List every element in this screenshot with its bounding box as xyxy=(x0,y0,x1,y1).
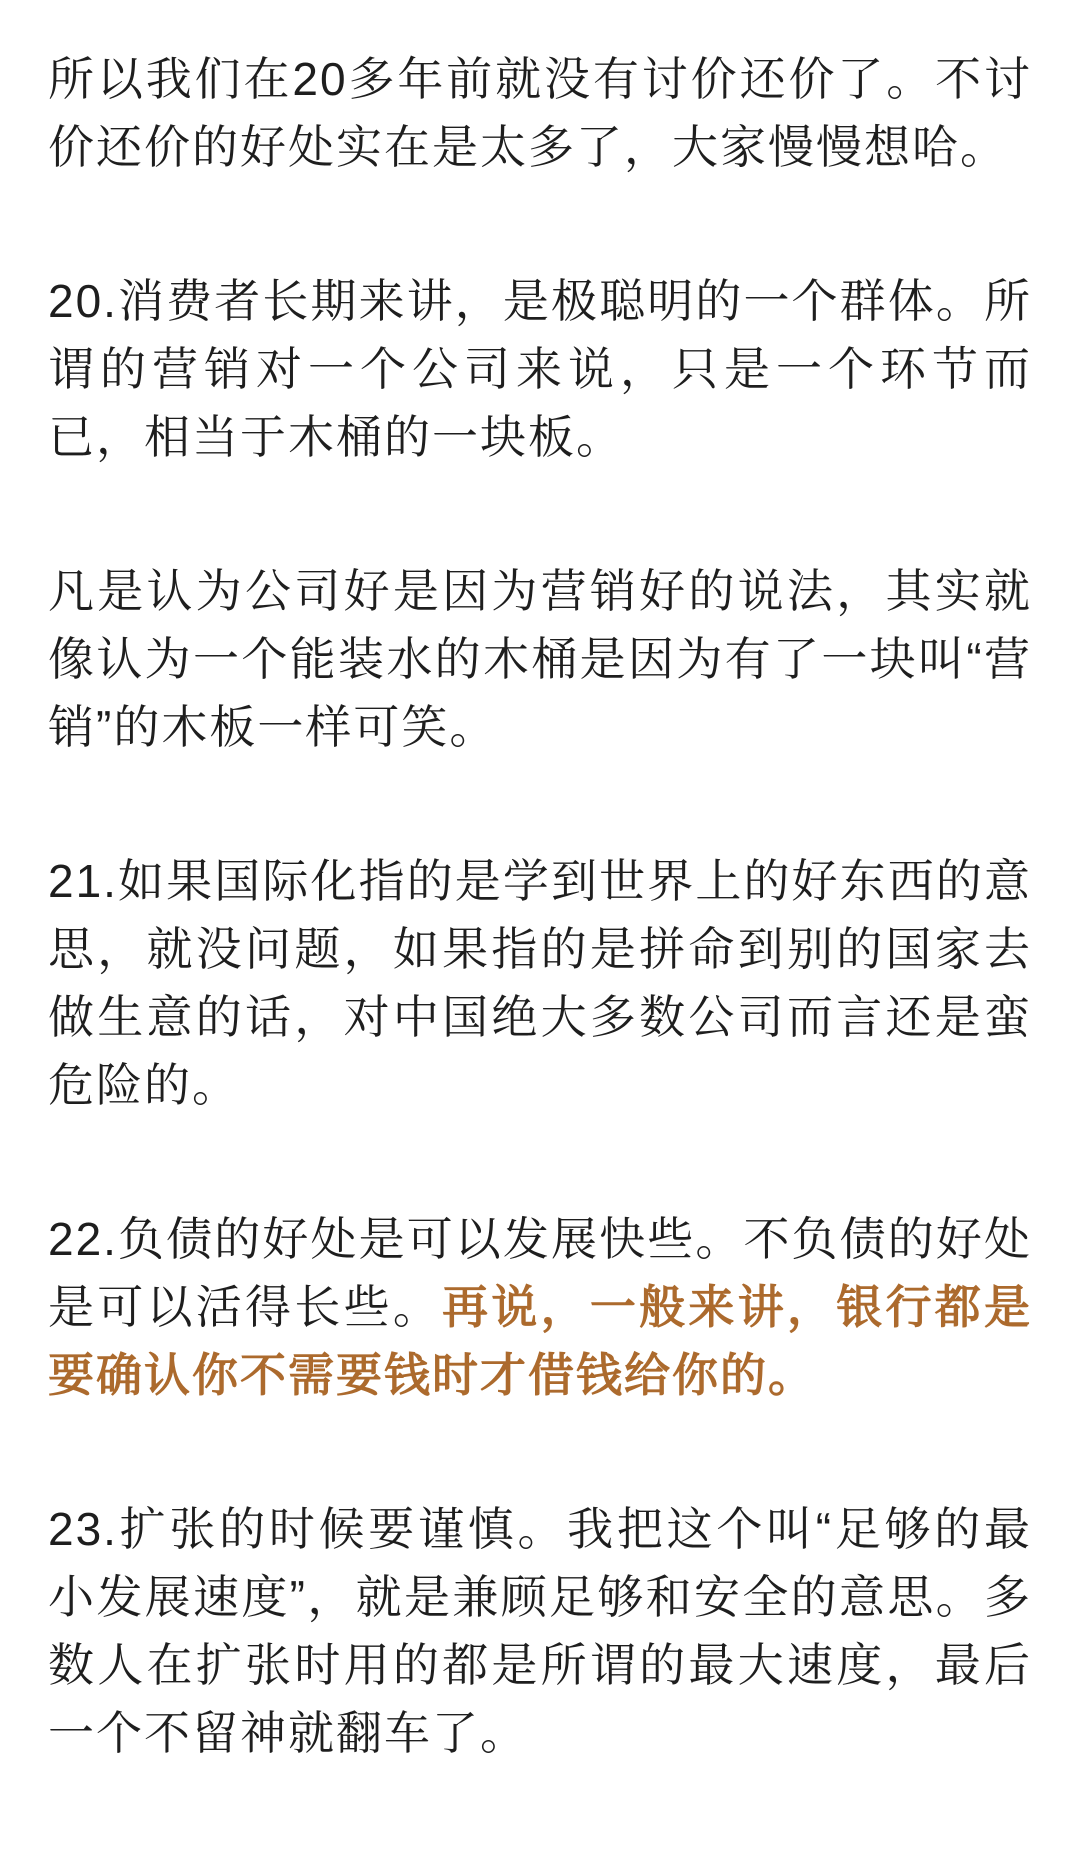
paragraph xyxy=(48,1205,1032,1409)
paragraph-text: 22.负债的好处是可以发展快些。不负债的好处是可以活得长些。 xyxy=(48,1213,1032,1333)
paragraph xyxy=(48,847,1032,1119)
paragraph xyxy=(48,267,1032,471)
paragraph-text: 凡是认为公司好是因为营销好的说法，其实就像认为一个能装水的木桶是因为有了一块叫“营销”的木板一样可笑。 xyxy=(48,565,1032,753)
paragraph-text: 23.扩张的时候要谨慎。我把这个叫“足够的最小发展速度”，就是兼顾足够和安全的意思。多数人在扩张时用的都是所谓的最大速度，最后一个不留神就翻车了。 xyxy=(48,1503,1032,1759)
paragraph-text: 所以我们在20多年前就没有讨价还价了。不讨价还价的好处实在是太多了，大家慢慢想哈。 xyxy=(48,53,1032,173)
paragraph xyxy=(48,1495,1032,1767)
highlighted-text: 再说，一般来讲，银行都是要确认你不需要钱时才借钱给你的。 xyxy=(48,1281,1033,1401)
paragraph xyxy=(48,45,1032,181)
paragraph-text: 20.消费者长期来讲，是极聪明的一个群体。所谓的营销对一个公司来说，只是一个环节而已，相当于木桶的一块板。 xyxy=(48,275,1032,463)
paragraph-text: 21.如果国际化指的是学到世界上的好东西的意思，就没问题，如果指的是拼命到别的国家去做生意的话，对中国绝大多数公司而言还是蛮危险的。 xyxy=(48,855,1032,1111)
paragraph xyxy=(48,557,1032,761)
